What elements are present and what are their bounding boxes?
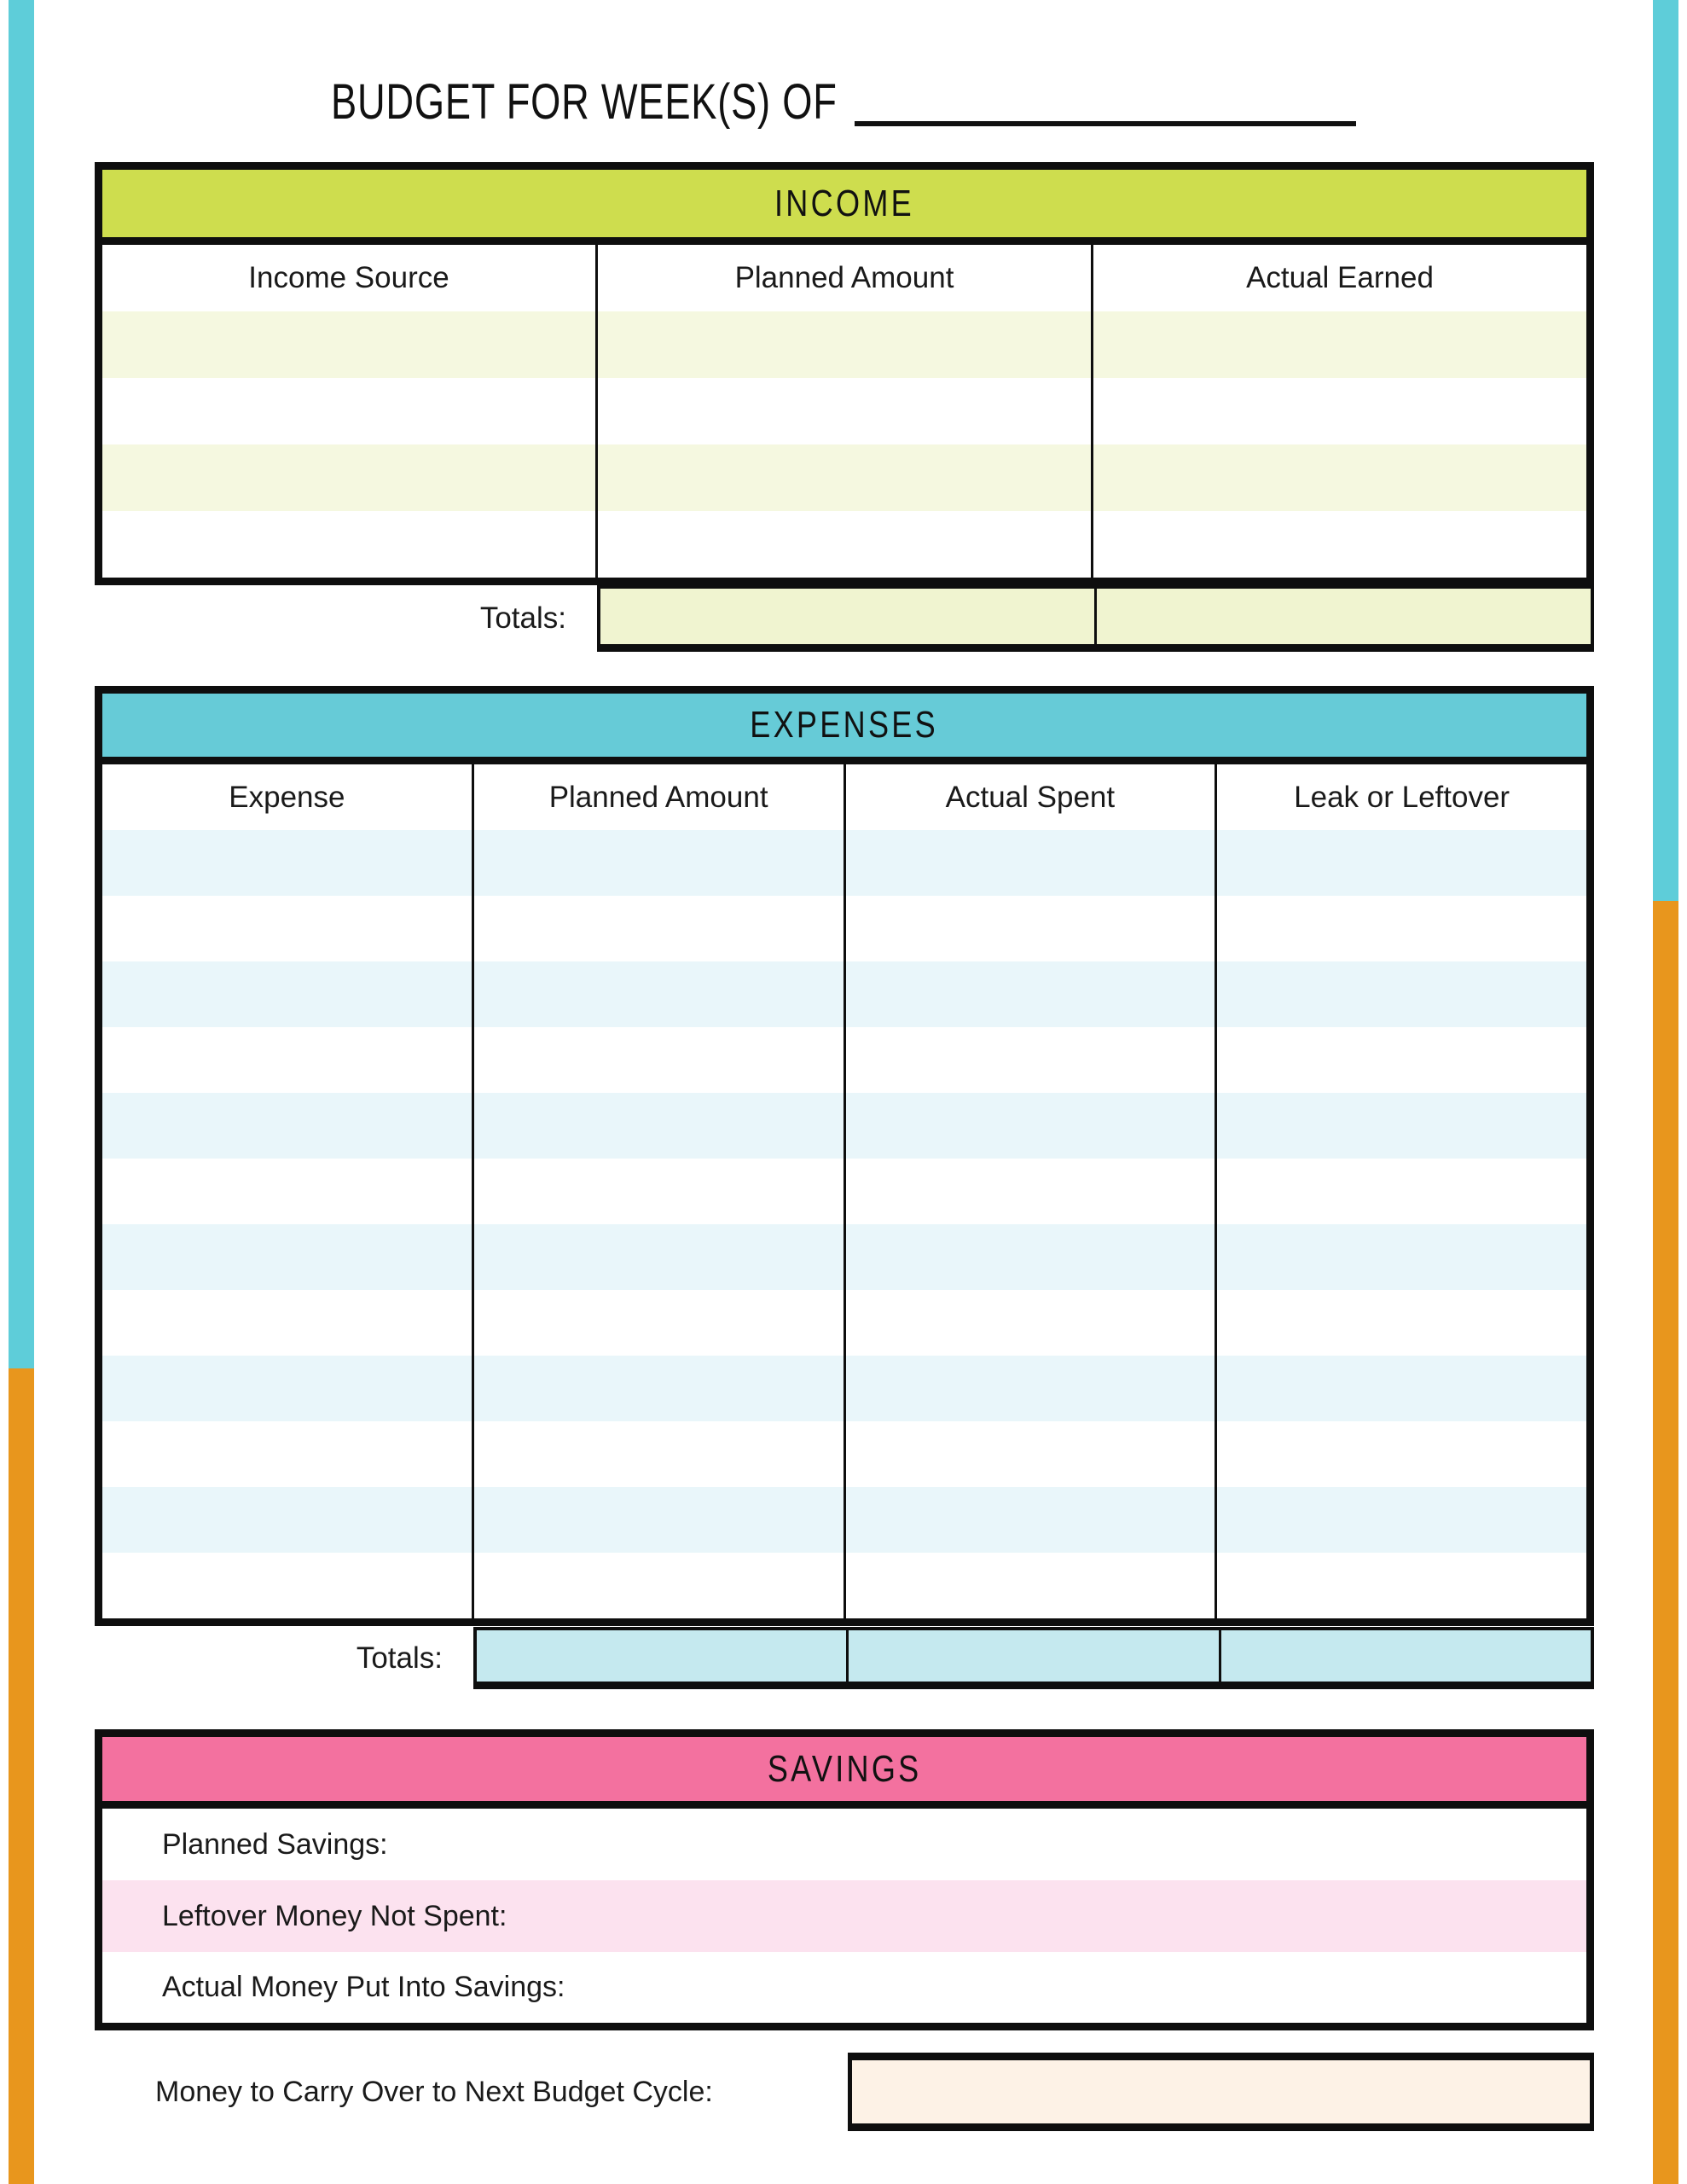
page-title-text: BUDGET FOR WEEK(S) OF xyxy=(331,74,838,130)
expenses-header-label: EXPENSES xyxy=(750,704,939,746)
empty-cell[interactable] xyxy=(1091,511,1586,578)
table-row xyxy=(102,444,1586,511)
empty-cell[interactable] xyxy=(844,1159,1215,1224)
expenses-total-leak-cell[interactable] xyxy=(1219,1630,1591,1682)
empty-cell[interactable] xyxy=(1215,1093,1586,1159)
empty-cell[interactable] xyxy=(102,378,595,444)
expenses-col-expense: Expense xyxy=(229,780,345,814)
income-total-actual-cell[interactable] xyxy=(1094,589,1591,644)
expenses-col-spent: Actual Spent xyxy=(844,764,1215,830)
table-row xyxy=(102,1487,1586,1553)
empty-cell[interactable] xyxy=(102,1487,472,1553)
page-title xyxy=(331,74,980,130)
savings-header xyxy=(102,1737,1586,1809)
income-totals-cells xyxy=(597,585,1594,652)
empty-cell[interactable] xyxy=(844,896,1215,961)
empty-cell[interactable] xyxy=(102,1159,472,1224)
empty-cell[interactable] xyxy=(1091,311,1586,378)
savings-table xyxy=(95,1729,1594,2030)
empty-cell[interactable] xyxy=(1215,1159,1586,1224)
income-header xyxy=(102,170,1586,245)
empty-cell[interactable] xyxy=(844,961,1215,1027)
empty-cell[interactable] xyxy=(102,896,472,961)
empty-cell[interactable] xyxy=(472,1093,844,1159)
savings-row-planned[interactable]: Planned Savings: xyxy=(162,1827,388,1861)
empty-cell[interactable] xyxy=(472,1356,844,1421)
empty-cell[interactable] xyxy=(844,1487,1215,1553)
income-col-source: Income Source xyxy=(248,261,449,294)
empty-cell[interactable] xyxy=(102,311,595,378)
empty-cell[interactable] xyxy=(102,511,595,578)
empty-cell[interactable] xyxy=(472,1421,844,1487)
expenses-total-spent-cell[interactable] xyxy=(846,1630,1218,1682)
empty-cell[interactable] xyxy=(472,961,844,1027)
left-orange-bar xyxy=(9,1368,34,2184)
expenses-total-planned-cell[interactable] xyxy=(477,1630,846,1682)
empty-cell[interactable] xyxy=(1215,1553,1586,1618)
empty-cell[interactable] xyxy=(1215,1421,1586,1487)
empty-cell[interactable] xyxy=(595,311,1091,378)
empty-cell[interactable] xyxy=(1215,1487,1586,1553)
table-row xyxy=(102,1356,1586,1421)
empty-cell[interactable] xyxy=(595,444,1091,511)
empty-cell[interactable] xyxy=(472,1487,844,1553)
empty-cell[interactable] xyxy=(102,1290,472,1356)
income-header-label: INCOME xyxy=(774,182,914,224)
empty-cell[interactable] xyxy=(1215,961,1586,1027)
carry-over-amount-box[interactable] xyxy=(848,2053,1594,2131)
week-of-blank-line[interactable] xyxy=(855,121,1356,126)
left-teal-bar xyxy=(9,0,34,1368)
right-teal-bar xyxy=(1653,0,1678,901)
table-row xyxy=(102,830,1586,896)
empty-cell[interactable] xyxy=(844,1553,1215,1618)
empty-cell[interactable] xyxy=(472,830,844,896)
right-orange-bar xyxy=(1653,901,1678,2184)
income-col-planned: Planned Amount xyxy=(595,245,1091,311)
empty-cell[interactable] xyxy=(844,1093,1215,1159)
empty-cell[interactable] xyxy=(472,1553,844,1618)
income-table xyxy=(95,162,1594,585)
table-row xyxy=(102,1027,1586,1093)
empty-cell[interactable] xyxy=(1215,1224,1586,1290)
empty-cell[interactable] xyxy=(844,830,1215,896)
empty-cell[interactable] xyxy=(1215,1356,1586,1421)
table-row xyxy=(102,1290,1586,1356)
empty-cell[interactable] xyxy=(844,1224,1215,1290)
empty-cell[interactable] xyxy=(102,961,472,1027)
empty-cell[interactable] xyxy=(844,1421,1215,1487)
empty-cell[interactable] xyxy=(472,1027,844,1093)
savings-header-label: SAVINGS xyxy=(767,1747,922,1790)
income-totals-row xyxy=(95,585,1594,652)
table-row xyxy=(102,1159,1586,1224)
empty-cell[interactable] xyxy=(102,830,472,896)
income-total-planned-cell[interactable] xyxy=(600,589,1094,644)
empty-cell[interactable] xyxy=(1215,1027,1586,1093)
table-row xyxy=(102,961,1586,1027)
empty-cell[interactable] xyxy=(102,444,595,511)
empty-cell[interactable] xyxy=(472,896,844,961)
table-row xyxy=(102,1224,1586,1290)
expenses-totals-row xyxy=(95,1627,1594,1689)
empty-cell[interactable] xyxy=(1215,896,1586,961)
expenses-column-headers xyxy=(102,764,1586,830)
carry-over-section xyxy=(95,2053,1594,2131)
empty-cell[interactable] xyxy=(1215,1290,1586,1356)
table-row xyxy=(102,378,1586,444)
empty-cell[interactable] xyxy=(102,1553,472,1618)
expenses-header xyxy=(102,694,1586,764)
income-totals-label: Totals: xyxy=(479,601,566,635)
empty-cell[interactable] xyxy=(844,1027,1215,1093)
expenses-totals-cells xyxy=(473,1627,1594,1689)
empty-cell[interactable] xyxy=(844,1356,1215,1421)
empty-cell[interactable] xyxy=(472,1290,844,1356)
empty-cell[interactable] xyxy=(472,1159,844,1224)
empty-cell[interactable] xyxy=(844,1290,1215,1356)
table-row xyxy=(102,1093,1586,1159)
expenses-col-planned: Planned Amount xyxy=(472,764,844,830)
savings-row-leftover[interactable]: Leftover Money Not Spent: xyxy=(102,1880,1586,1952)
empty-cell[interactable] xyxy=(102,1421,472,1487)
expenses-table xyxy=(95,686,1594,1626)
income-column-headers xyxy=(102,245,1586,311)
empty-cell[interactable] xyxy=(1091,444,1586,511)
table-row xyxy=(102,511,1586,578)
empty-cell[interactable] xyxy=(102,1224,472,1290)
empty-cell[interactable] xyxy=(102,1093,472,1159)
carry-over-label: Money to Carry Over to Next Budget Cycle: xyxy=(155,2075,713,2108)
expenses-totals-label: Totals: xyxy=(356,1641,443,1675)
empty-cell[interactable] xyxy=(472,1224,844,1290)
table-row xyxy=(102,1421,1586,1487)
savings-row-actual[interactable]: Actual Money Put Into Savings: xyxy=(162,1971,565,2003)
table-row xyxy=(102,1553,1586,1618)
empty-cell[interactable] xyxy=(102,1027,472,1093)
income-body xyxy=(102,311,1586,578)
table-row xyxy=(102,311,1586,378)
income-col-actual: Actual Earned xyxy=(1091,245,1586,311)
empty-cell[interactable] xyxy=(102,1356,472,1421)
expenses-col-leak: Leak or Leftover xyxy=(1215,764,1586,830)
empty-cell[interactable] xyxy=(1215,830,1586,896)
empty-cell[interactable] xyxy=(1091,378,1586,444)
expenses-body xyxy=(102,830,1586,1618)
empty-cell[interactable] xyxy=(595,378,1091,444)
table-row xyxy=(102,896,1586,961)
empty-cell[interactable] xyxy=(595,511,1091,578)
